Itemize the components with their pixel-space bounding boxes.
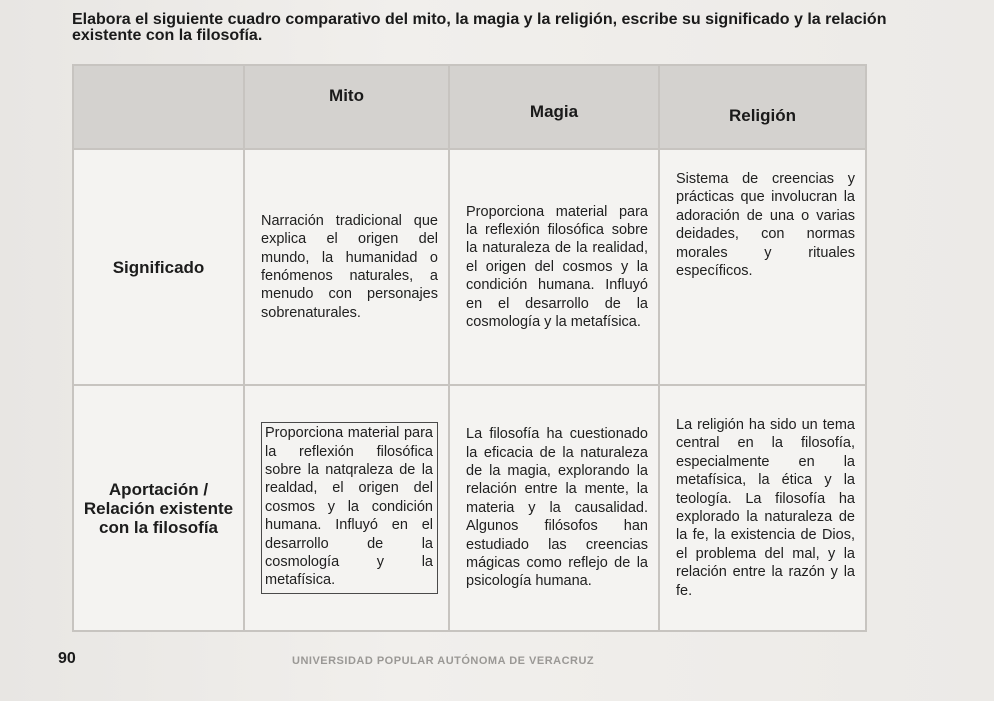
header-mito: Mito xyxy=(244,65,449,149)
row-label-aportacion: Aportación / Relación existente con la filosofía xyxy=(73,385,244,631)
table-header-row xyxy=(73,65,866,149)
instructions-text: Elabora el siguiente cuadro comparativo del mito, la magia y la religión, escribe su significado y la relación existente con la filosofía. xyxy=(72,11,887,44)
cell-aportacion-magia xyxy=(449,385,659,631)
table-row-aportacion xyxy=(73,385,866,631)
cell-significado-religion xyxy=(659,149,866,385)
cell-aportacion-religion xyxy=(659,385,866,631)
cell-significado-magia xyxy=(449,149,659,385)
publisher-footer: UNIVERSIDAD POPULAR AUTÓNOMA DE VERACRUZ xyxy=(292,655,595,667)
page-number: 90 xyxy=(58,650,76,667)
cell-significado-mito xyxy=(244,149,449,385)
cell-text: Narración tradicional que explica el origen del mundo, la humanidad o fenómenos naturales, a menudo con personajes sobrenaturales. xyxy=(261,212,438,321)
header-empty-cell xyxy=(73,65,244,149)
cell-text: La religión ha sido un tema central en la filosofía, especialmente en la metafísica, la ética y la teología. La filosofía ha explorado la naturaleza de la fe, la existencia de Dios, el problema del mal, y la relación entre la razón y la fe. xyxy=(676,416,855,599)
header-religion: Religión xyxy=(659,65,866,149)
cell-text: Proporciona material para la reflexión filosófica sobre la naturaleza de la realidad, el origen del cosmos y la condición humana. Influyó en el desarrollo de la cosmología y la metafísica. xyxy=(466,203,648,331)
cell-text: Sistema de creencias y prácticas que involucran la adoración de una o varias deidades, con normas morales y rituales específicos. xyxy=(676,171,855,280)
cell-text: Proporciona material para la reflexión filosófica sobre la natqraleza de la realdad, el origen del cosmos y la condición humana. Influyó en el desarrollo de la cosmología y la metafísica. xyxy=(261,422,438,594)
comparison-table xyxy=(72,64,867,632)
cell-aportacion-mito xyxy=(244,385,449,631)
header-magia: Magia xyxy=(449,65,659,149)
cell-text: La filosofía ha cuestionado la eficacia de la naturaleza de la magia, explorando la relación entre la mente, la materia y la causalidad. Algunos filósofos han estudiado las creencias mágicas como reflejo de la psicología humana. xyxy=(466,426,648,590)
row-label-significado: Significado xyxy=(73,149,244,385)
table-row-significado xyxy=(73,149,866,385)
